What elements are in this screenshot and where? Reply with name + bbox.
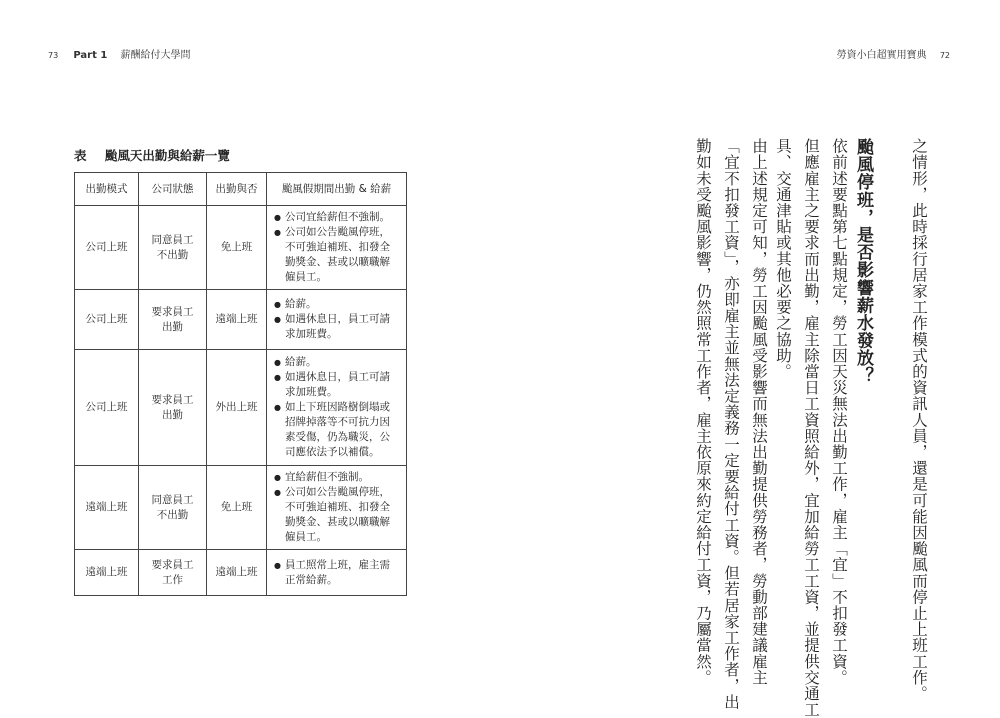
cell-status: 要求員工 工作 xyxy=(139,550,207,596)
table-row xyxy=(75,466,407,550)
table-row xyxy=(75,550,407,596)
running-title-right: 勞資小白超實用寶典 xyxy=(836,50,927,61)
body-text-column: 依前述要點第七點規定，勞工因天災無法出勤工作，雇主「宜」不扣發工資。 xyxy=(830,138,848,686)
note-item: ● 給薪。 xyxy=(285,355,400,370)
cell-notes xyxy=(267,466,407,550)
header-attend-or-not: 出勤與否 xyxy=(207,173,267,206)
running-title-left: 薪酬給付大學問 xyxy=(120,50,191,61)
note-item: ● 公司如公告颱風停班，不可強迫補班、扣發全勤獎金、甚或以曠職解僱員工。 xyxy=(285,485,400,545)
cell-notes xyxy=(267,206,407,290)
cell-mode: 公司上班 xyxy=(75,290,139,350)
body-text-column: 「宜不扣發工資」，亦即雇主並無法定義務一定要給付工資。但若居家工作者，出 xyxy=(722,138,740,710)
cell-attend: 免上班 xyxy=(207,466,267,550)
cell-notes xyxy=(267,290,407,350)
body-text-column: 之情形，此時採行居家工作模式的資訊人員，還是可能因颱風而停止上班工作。 xyxy=(910,138,928,702)
note-item: ● 如上下班因路樹倒塌或招牌掉落等不可抗力因素受傷，仍為職災，公司應依法予以補償。 xyxy=(285,400,400,460)
cell-status: 同意員工 不出勤 xyxy=(139,206,207,290)
page-number-left: 73 xyxy=(48,51,59,60)
cell-notes xyxy=(267,350,407,466)
cell-mode: 公司上班 xyxy=(75,206,139,290)
cell-mode: 公司上班 xyxy=(75,350,139,466)
table-row xyxy=(75,350,407,466)
table-caption xyxy=(74,146,230,164)
part-label: Part 1 xyxy=(73,50,108,61)
body-text-column: 由上述規定可知，勞工因颱風受影響而無法出勤提供勞務者，勞動部建議雇主 xyxy=(750,138,768,686)
header-attendance-and-pay: 颱風假期間出勤 & 給薪 xyxy=(267,173,407,206)
table-title: 颱風天出勤與給薪一覽 xyxy=(104,148,230,163)
cell-status: 要求員工 出勤 xyxy=(139,350,207,466)
note-item: ● 如遇休息日，員工可請求加班費。 xyxy=(285,312,400,342)
cell-attend: 外出上班 xyxy=(207,350,267,466)
note-item: ● 給薪。 xyxy=(285,297,400,312)
header-attendance-mode: 出勤模式 xyxy=(75,173,139,206)
cell-mode: 遠端上班 xyxy=(75,550,139,596)
cell-mode: 遠端上班 xyxy=(75,466,139,550)
header-company-status: 公司狀態 xyxy=(139,173,207,206)
body-text-column: 但應雇主之要求而出勤，雇主除當日工資照給外，宜加給勞工工資，並提供交通工 xyxy=(802,138,820,718)
typhoon-attendance-table xyxy=(74,172,407,596)
page-number-right: 72 xyxy=(939,51,950,60)
cell-attend: 遠端上班 xyxy=(207,290,267,350)
table-row xyxy=(75,290,407,350)
table-header-row xyxy=(75,173,407,206)
cell-attend: 免上班 xyxy=(207,206,267,290)
cell-notes xyxy=(267,550,407,596)
table-row xyxy=(75,206,407,290)
cell-status: 要求員工 出勤 xyxy=(139,290,207,350)
cell-status: 同意員工 不出勤 xyxy=(139,466,207,550)
running-header-right xyxy=(837,50,950,62)
section-heading: 颱風停班，是否影響薪水發放？ xyxy=(853,138,873,385)
note-item: ● 員工照常上班，雇主需正常給薪。 xyxy=(285,558,400,588)
note-item: ● 公司如公告颱風停班，不可強迫補班、扣發全勤獎金、甚或以曠職解僱員工。 xyxy=(285,225,400,285)
table-label: 表 xyxy=(74,148,87,163)
note-item: ● 公司宜給薪但不強制。 xyxy=(285,210,400,225)
running-header-left xyxy=(48,50,191,62)
note-item: ● 如遇休息日，員工可請求加班費。 xyxy=(285,370,400,400)
body-text-column: 具、交通津貼或其他必要之協助。 xyxy=(774,138,792,380)
body-text-column: 勤如未受颱風影響，仍然照常工作者，雇主依原來約定給付工資，乃屬當然。 xyxy=(694,138,712,686)
cell-attend: 遠端上班 xyxy=(207,550,267,596)
note-item: ● 宜給薪但不強制。 xyxy=(285,470,400,485)
